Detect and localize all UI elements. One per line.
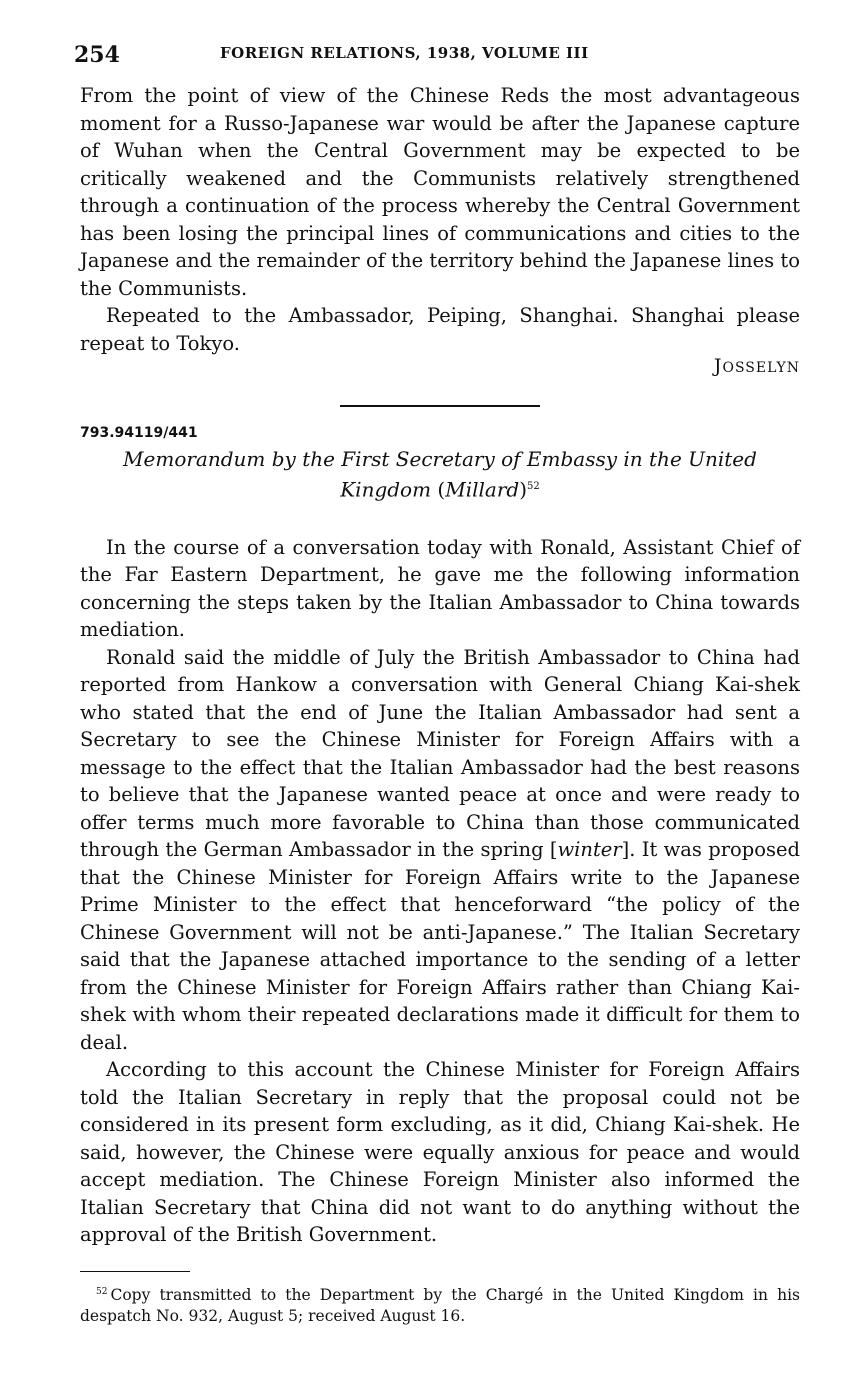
memo-paragraph-1: In the course of a conversation today with Ronald, Assistant Chief of the Far Eastern Department, he gave me the following information concerning the steps taken by the Italian Ambassador to China towards mediation. [80,535,800,642]
memo-title [80,445,800,504]
memo-paragraph-2-part-b: ]. It was proposed that the Chinese Minister for Foreign Affairs write to the Japanese Prime Minister to the effect that henceforward “the policy of the Chinese Government will not be anti-Japanese.” The Italian Secretary said that the Japanese attached importance to the sending of a letter from the Chinese Minister for Foreign Affairs rather than Chiang Kai-shek with whom their repeated declarations made it difficult for them to deal. [80,838,801,1054]
previous-document-end [80,82,800,377]
memo-paragraph-2-part-a: Ronald said the middle of July the British Ambassador to China had reported from Hankow a conversation with General Chiang Kai-shek who stated that the end of June the Italian Ambassador had sent a Secretary to see the Chinese Minister for Foreign Affairs with a message to the effect that the Italian Ambassador had the best reasons to believe that the Japanese wanted peace at once and were ready to offer terms much more favorable to China than those communicated through the German Ambassador in the spring [ [80,645,800,862]
document-page [74,36,801,1327]
memo-title-open-paren: ( [431,477,446,502]
memo-paragraph-3: According to this account the Chinese Minister for Foreign Affairs told the Italian Secretary in reply that the proposal could not be considered in its present form excluding, as it did, Chiang Kai-shek. He said, however, the Chinese were equally anxious for peace and would accept mediation. The Chinese Foreign Minister also informed the Italian Secretary that China did not want to do anything without the approval of the British Government. [80,1058,800,1247]
signature-initial: J [713,355,723,377]
signature [80,355,800,377]
footnote-number: 52 [96,1287,108,1298]
footnote-reference: 52 [527,481,540,492]
memo-title-text: Memorandum by the First Secretary of Embassy in the United Kingdom [123,447,757,502]
page-number: 254 [74,42,120,68]
running-title: FOREIGN RELATIONS, 1938, VOLUME III [220,44,589,62]
memo-title-close-paren: ) [519,477,528,502]
memo-title-name: Millard [445,477,520,502]
signature-rest: OSSELYN [722,360,800,376]
editorial-insertion: winter [557,838,622,862]
previous-paragraph-2: Repeated to the Ambassador, Peiping, Shanghai. Shanghai please repeat to Tokyo. [80,304,800,355]
memo-body [80,534,800,1249]
memo-paragraph-2 [80,644,800,1057]
footnote-text: Copy transmitted to the Department by the Chargé in the United Kingdom in his despatch No. 932, August 5; received August 16. [80,1286,800,1326]
file-number: 793.94119/441 [80,425,198,441]
section-divider [340,405,540,407]
running-head [74,36,800,70]
footnote [80,1282,800,1327]
footnote-rule [80,1271,190,1273]
previous-paragraph-1: From the point of view of the Chinese Reds the most advantageous moment for a Russo-Japanese war would be after the Japanese capture of Wuhan when the Central Government may be expected to be critically weakened and the Communists relatively strengthened through a continuation of the process whereby the Central Government has been losing the principal lines of communications and cities to the Japanese and the remainder of the territory behind the Japanese lines to the Communists. [80,84,800,300]
